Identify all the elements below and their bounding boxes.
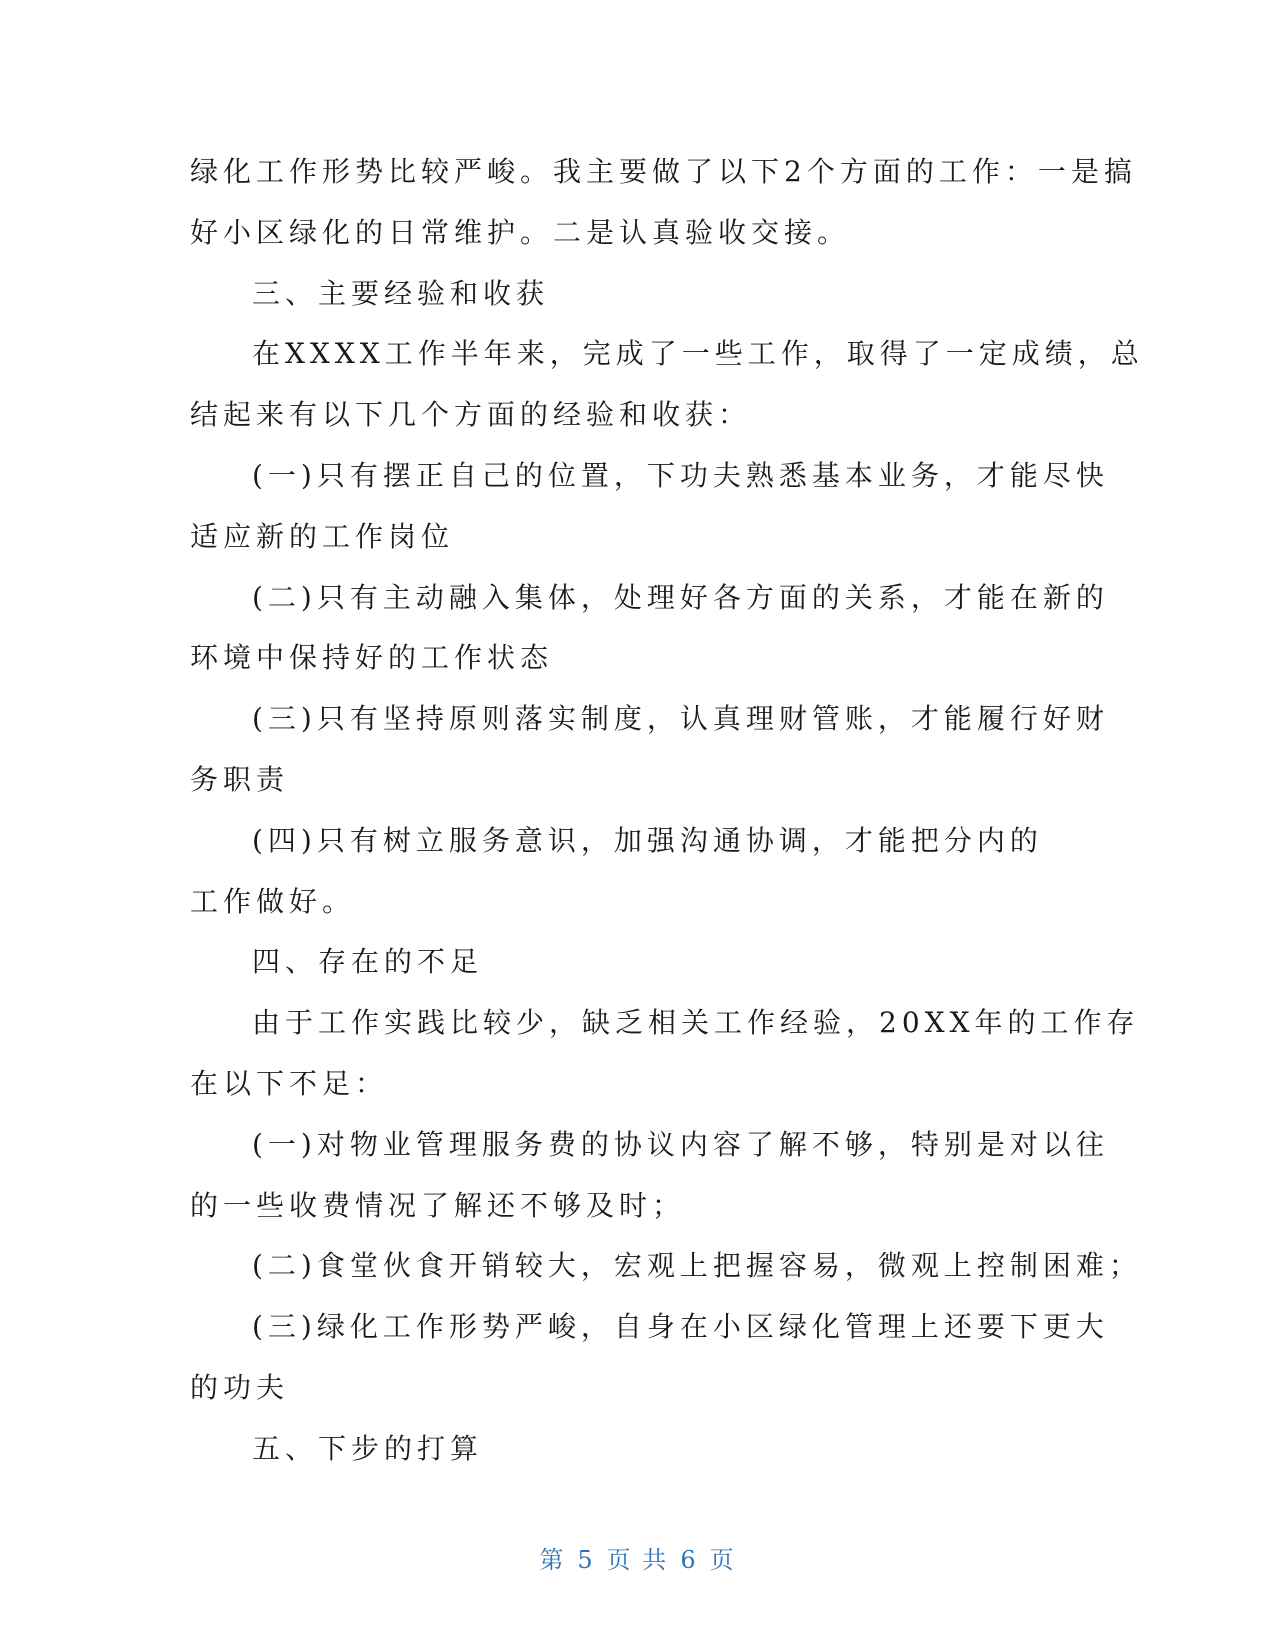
- text-line: 的功夫: [190, 1370, 290, 1404]
- list-item: (一)对物业管理服务费的协议内容了解不够，特别是对以往: [252, 1127, 1109, 1161]
- footer-total-pages: 6: [680, 1546, 698, 1574]
- text-line: 环境中保持好的工作状态: [190, 641, 554, 675]
- text-line: 适应新的工作岗位: [190, 519, 455, 553]
- footer-prefix: 第: [539, 1546, 566, 1574]
- section-heading: 五、下步的打算: [252, 1431, 484, 1465]
- list-item: (四)只有树立服务意识，加强沟通协调，才能把分内的: [252, 823, 1043, 857]
- text-line: 好小区绿化的日常维护。二是认真验收交接。: [190, 215, 851, 249]
- list-item: (三)只有坚持原则落实制度，认真理财管账，才能履行好财: [252, 702, 1109, 736]
- footer-middle: 页 共: [606, 1546, 669, 1574]
- list-item: (一)只有摆正自己的位置，下功夫熟悉基本业务，才能尽快: [252, 458, 1109, 492]
- page-number-footer: [0, 1540, 1275, 1575]
- list-item: (三)绿化工作形势严峻，自身在小区绿化管理上还要下更大: [252, 1310, 1109, 1344]
- footer-suffix: 页: [709, 1546, 736, 1574]
- text-line: 的一些收费情况了解还不够及时；: [190, 1188, 686, 1222]
- text-line: 结起来有以下几个方面的经验和收获：: [190, 398, 752, 432]
- section-heading: 三、主要经验和收获: [252, 276, 550, 310]
- text-line: 绿化工作形势比较严峻。我主要做了以下2个方面的工作：一是搞: [190, 155, 1137, 188]
- text-line: 在以下不足：: [190, 1066, 389, 1100]
- text-line: 在XXXX工作半年来，完成了一些工作，取得了一定成绩，总: [252, 337, 1144, 371]
- text-line: 由于工作实践比较少，缺乏相关工作经验，20XX年的工作存: [252, 1006, 1140, 1040]
- section-heading: 四、存在的不足: [252, 945, 484, 979]
- text-line: 工作做好。: [190, 884, 356, 918]
- list-item: (二)食堂伙食开销较大，宏观上把握容易，微观上控制困难；: [252, 1249, 1142, 1283]
- list-item: (二)只有主动融入集体，处理好各方面的关系，才能在新的: [252, 580, 1109, 614]
- footer-current-page: 5: [577, 1546, 595, 1574]
- text-line: 务职责: [190, 762, 290, 796]
- document-body: [190, 142, 1144, 1480]
